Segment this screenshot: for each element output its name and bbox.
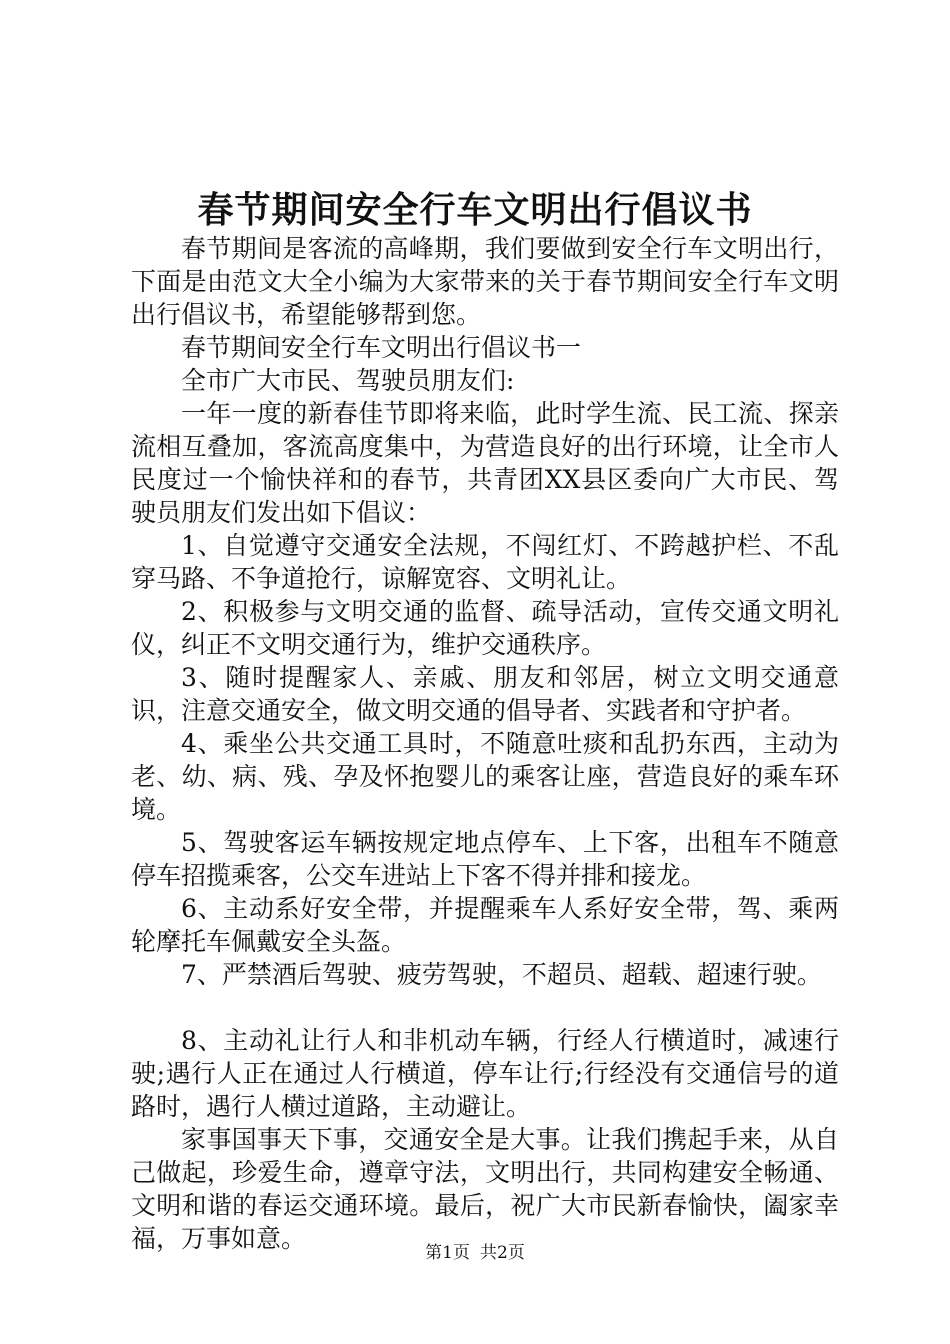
page-number: 第1页 <box>425 1243 470 1263</box>
intro-paragraph: 春节期间是客流的高峰期，我们要做到安全行车文明出行，下面是由范文大全小编为大家带来的关于春节期间安全行车文明出行倡议书，希望能够帮到您。 <box>131 234 839 329</box>
proposal-item-7: 7、严禁酒后驾驶、疲劳驾驶，不超员、超载、超速行驶。 <box>181 960 822 989</box>
section-heading: 春节期间安全行车文明出行倡议书一 <box>181 333 582 362</box>
page-total: 共2页 <box>480 1243 525 1263</box>
body-paragraph: 一年一度的新春佳节即将来临，此时学生流、民工流、探亲流相互叠加，客流高度集中，为营造良好的出行环境，让全市人民度过一个愉快祥和的春节，共青团XX县区委向广大市民、驾驶员朋友们发出如下倡议： <box>131 399 839 527</box>
document-body <box>131 232 839 1255</box>
proposal-item-3: 3、随时提醒家人、亲戚、朋友和邻居，树立文明交通意识，注意交通安全，做文明交通的倡导者、实践者和守护者。 <box>131 663 839 725</box>
closing-paragraph: 家事国事天下事，交通安全是大事。让我们携起手来，从自己做起，珍爱生命，遵章守法，文明出行，共同构建安全畅通、文明和谐的春运交通环境。最后，祝广大市民新春愉快，阖家幸福，万事如意。 <box>131 1125 839 1253</box>
proposal-item-1: 1、自觉遵守交通安全法规，不闯红灯、不跨越护栏、不乱穿马路、不争道抢行，谅解宽容、文明礼让。 <box>131 531 839 593</box>
document-title: 春节期间安全行车文明出行倡议书 <box>197 189 753 231</box>
proposal-item-4: 4、乘坐公共交通工具时，不随意吐痰和乱扔东西，主动为老、幼、病、残、孕及怀抱婴儿的乘客让座，营造良好的乘车环境。 <box>131 729 839 824</box>
proposal-item-2: 2、积极参与文明交通的监督、疏导活动，宣传交通文明礼仪，纠正不文明交通行为，维护交通秩序。 <box>131 597 839 659</box>
proposal-item-6: 6、主动系好安全带，并提醒乘车人系好安全带，驾、乘两轮摩托车佩戴安全头盔。 <box>131 894 839 956</box>
proposal-item-5: 5、驾驶客运车辆按规定地点停车、上下客，出租车不随意停车招揽乘客，公交车进站上下客不得并排和接龙。 <box>131 828 839 890</box>
proposal-item-8: 8、主动礼让行人和非机动车辆，行经人行横道时，减速行驶;遇行人正在通过人行横道，停车让行;行经没有交通信号的道路时，遇行人横过道路，主动避让。 <box>131 1026 839 1121</box>
salutation: 全市广大市民、驾驶员朋友们: <box>181 366 515 395</box>
page-footer <box>0 1241 950 1265</box>
